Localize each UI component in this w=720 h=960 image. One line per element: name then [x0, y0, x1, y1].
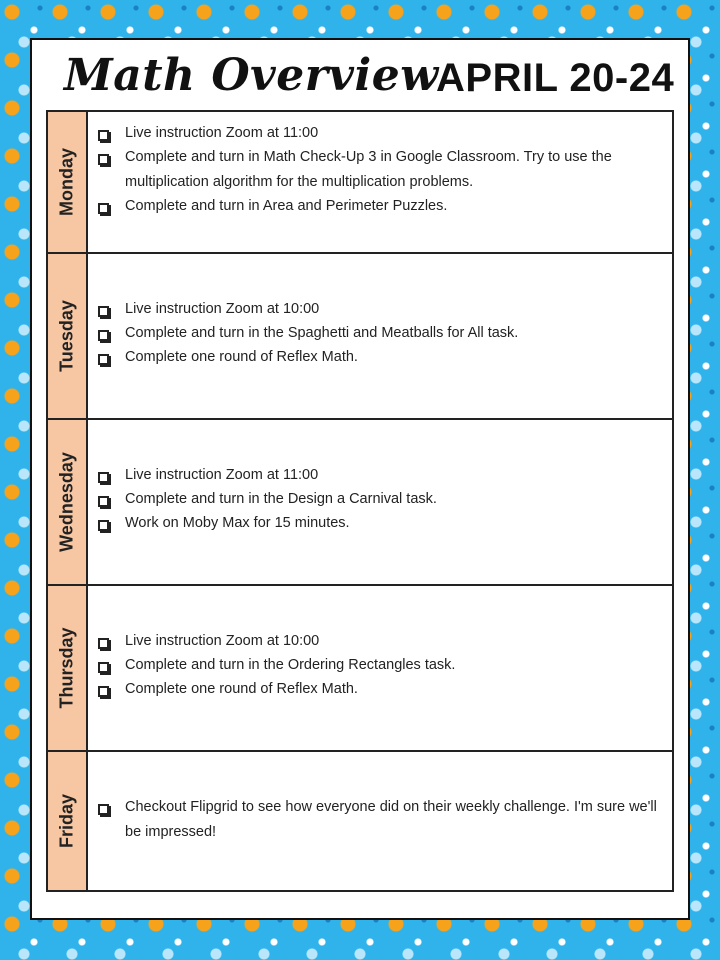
task-text: Complete and turn in the Design a Carnival task.: [125, 491, 437, 507]
checkbox-icon[interactable]: [98, 686, 109, 697]
task-item: [98, 634, 662, 654]
task-item: [98, 492, 662, 512]
checkbox-icon[interactable]: [98, 203, 109, 214]
task-item: [98, 682, 662, 702]
task-list: [88, 420, 672, 584]
day-name: Thursday: [56, 627, 77, 709]
task-text: Work on Moby Max for 15 minutes.: [125, 515, 350, 531]
checkbox-icon[interactable]: [98, 496, 109, 507]
task-item: [98, 199, 662, 219]
checkbox-icon[interactable]: [98, 306, 109, 317]
task-item: [98, 516, 662, 536]
day-label: [48, 752, 88, 890]
task-item: [98, 468, 662, 488]
task-list: [88, 752, 672, 890]
task-text: Complete one round of Reflex Math.: [125, 349, 358, 365]
day-row-wednesday: [48, 420, 672, 586]
task-item: [98, 350, 662, 370]
weekly-schedule-table: [46, 110, 674, 892]
checkbox-icon[interactable]: [98, 804, 109, 815]
task-text: Complete and turn in the Spaghetti and Meatballs for All task.: [125, 325, 519, 341]
day-name: Monday: [56, 147, 77, 217]
day-label: [48, 586, 88, 750]
day-row-thursday: [48, 586, 672, 752]
day-name: Tuesday: [56, 300, 77, 372]
task-list: [88, 586, 672, 750]
task-text: Live instruction Zoom at 10:00: [125, 633, 320, 649]
day-name: Friday: [56, 793, 77, 849]
day-row-friday: [48, 752, 672, 890]
task-list: [88, 112, 672, 252]
checkbox-icon[interactable]: [98, 330, 109, 341]
checkbox-icon[interactable]: [98, 154, 109, 165]
day-row-tuesday: [48, 254, 672, 420]
checkbox-icon[interactable]: [98, 662, 109, 673]
checkbox-icon[interactable]: [98, 130, 109, 141]
title-row: [32, 44, 688, 108]
task-text: Checkout Flipgrid to see how everyone did on their weekly challenge. I'm sure we'll be impressed!: [125, 799, 657, 840]
day-name: Wednesday: [56, 452, 77, 552]
checkbox-icon[interactable]: [98, 472, 109, 483]
day-label: [48, 420, 88, 584]
task-text: Complete and turn in Math Check-Up 3 in Google Classroom. Try to use the multiplication algorithm for the multiplication problems.: [125, 149, 612, 190]
task-item: [98, 150, 662, 195]
task-item: [98, 126, 662, 146]
date-range: APRIL 20-24: [436, 56, 675, 100]
task-text: Complete one round of Reflex Math.: [125, 681, 358, 697]
task-text: Live instruction Zoom at 11:00: [125, 125, 319, 141]
task-item: [98, 658, 662, 678]
checkbox-icon[interactable]: [98, 638, 109, 649]
task-text: Live instruction Zoom at 10:00: [125, 301, 320, 317]
task-item: [98, 800, 662, 845]
checkbox-icon[interactable]: [98, 520, 109, 531]
worksheet-page: [30, 38, 690, 920]
task-item: [98, 302, 662, 322]
page-title: Math Overview: [64, 50, 439, 101]
task-list: [88, 254, 672, 418]
checkbox-icon[interactable]: [98, 354, 109, 365]
day-label: [48, 254, 88, 418]
day-label: [48, 112, 88, 252]
task-text: Complete and turn in the Ordering Rectangles task.: [125, 657, 456, 673]
task-text: Complete and turn in Area and Perimeter Puzzles.: [125, 198, 448, 214]
task-item: [98, 326, 662, 346]
task-text: Live instruction Zoom at 11:00: [125, 467, 319, 483]
day-row-monday: [48, 112, 672, 254]
